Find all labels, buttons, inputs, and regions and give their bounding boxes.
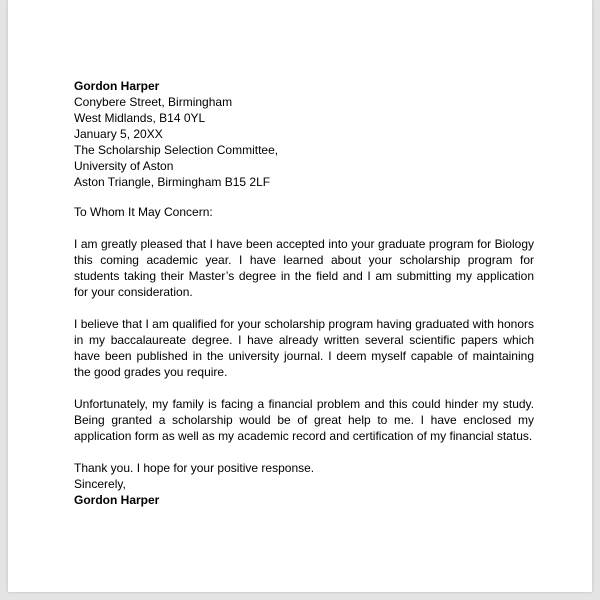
paragraph-acceptance: I am greatly pleased that I have been accepted into your graduate program for Biology this coming academic year. I have learned about your scholarship program for students taking their Master’s degree in the field and I am submitting my application for your consideration. [74, 237, 534, 299]
sender-street: Conybere Street, Birmingham [74, 95, 233, 109]
recipient-address: Aston Triangle, Birmingham B15 2LF [74, 175, 271, 189]
sign-off: Sincerely, [74, 477, 126, 491]
salutation: To Whom It May Concern: [74, 205, 213, 219]
letter-date: January 5, 20XX [74, 127, 163, 141]
letter-body [74, 78, 534, 508]
sender-city: West Midlands, B14 0YL [74, 111, 206, 125]
closing-line: Thank you. I hope for your positive response. [74, 461, 315, 475]
paragraph-financial-need: Unfortunately, my family is facing a financial problem and this could hinder my study. Being granted a scholarship would be of great help to me. I have enclosed my application form as well as my academic record and certification of my financial status. [74, 397, 534, 443]
recipient-address-block [74, 142, 534, 190]
sender-address-block [74, 78, 534, 142]
paragraph-qualifications: I believe that I am qualified for your scholarship program having graduated with honors in my baccalaureate degree. I have already written several scientific papers which have been published in the university journal. I deem myself capable of maintaining the good grades you require. [74, 317, 534, 379]
letter-page [8, 0, 592, 592]
closing-block [74, 460, 534, 508]
sender-name: Gordon Harper [74, 79, 160, 93]
recipient-university: University of Aston [74, 159, 174, 173]
signature-name: Gordon Harper [74, 493, 160, 507]
recipient-committee: The Scholarship Selection Committee, [74, 143, 279, 157]
